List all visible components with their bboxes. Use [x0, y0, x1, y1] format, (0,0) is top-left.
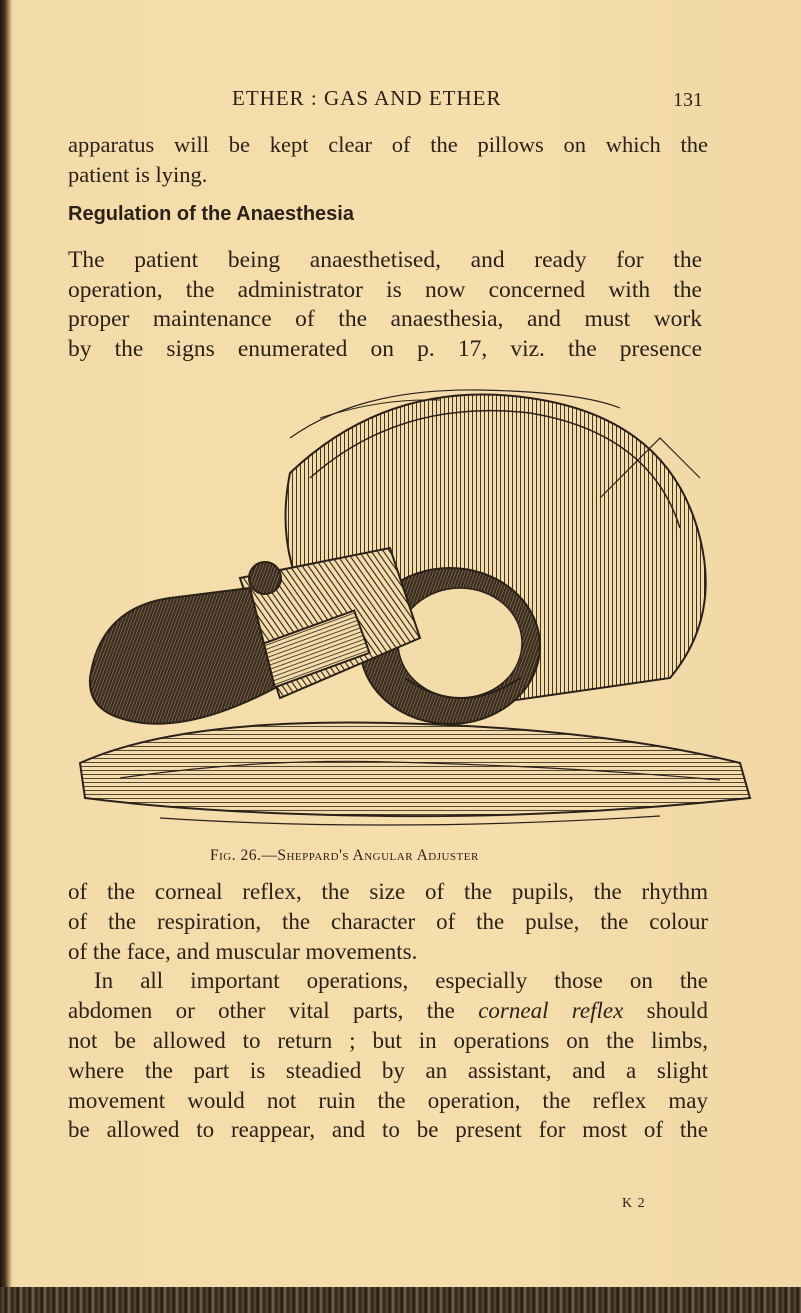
text-line: of the respiration, the character of the pulse, the colour	[68, 908, 708, 934]
bag-highlight	[398, 588, 522, 698]
page-number: 131	[673, 89, 703, 111]
figure-title: Sheppard's Angular Adjuster	[277, 847, 479, 864]
figure-caption: Fig. 26.—Sheppard's Angular Adjuster	[210, 847, 479, 864]
emphasis-corneal-reflex: corneal reflex	[478, 998, 624, 1024]
paragraph-1	[68, 130, 708, 189]
paragraph-3-and-4	[68, 877, 708, 1145]
face-piece	[90, 588, 275, 724]
text-line: be allowed to reappear, and to be present for most of the	[68, 1117, 708, 1143]
text-line: not be allowed to return ; but in operations on the limbs,	[68, 1027, 708, 1053]
text-line: operation, the administrator is now concerned with the	[68, 276, 702, 303]
text-line: The patient being anaesthetised, and ready for the	[68, 247, 702, 273]
section-heading: Regulation of the Anaesthesia	[68, 203, 354, 225]
page-bottom-edge	[0, 1287, 801, 1313]
text-line: In all important operations, especially those on the	[94, 968, 708, 994]
running-head	[0, 86, 801, 116]
angular-adjuster-engraving	[60, 378, 760, 833]
text-line	[68, 996, 708, 1026]
pillow	[80, 723, 750, 826]
running-head-title: ETHER : GAS AND ETHER	[232, 86, 502, 110]
text-line: apparatus will be kept clear of the pillows on which the	[68, 132, 708, 157]
text-line: by the signs enumerated on p. 17, viz. the presence	[68, 335, 702, 362]
signature-mark: K 2	[622, 1196, 646, 1211]
text-line: where the part is steadied by an assistant, and a slight	[68, 1057, 708, 1083]
paragraph-2	[68, 246, 702, 364]
figure-label: Fig. 26.	[210, 847, 262, 864]
text-run: abdomen or other vital parts, the	[68, 998, 455, 1024]
text-run: should	[646, 998, 708, 1024]
text-line: movement would not ruin the operation, the reflex may	[68, 1087, 708, 1113]
text-line: proper maintenance of the anaesthesia, and must work	[68, 306, 702, 332]
text-line: of the face, and muscular movements.	[68, 938, 418, 964]
text-line: patient is lying.	[68, 161, 208, 187]
page-gutter	[0, 0, 12, 1313]
text-line: of the corneal reflex, the size of the pupils, the rhythm	[68, 879, 708, 904]
